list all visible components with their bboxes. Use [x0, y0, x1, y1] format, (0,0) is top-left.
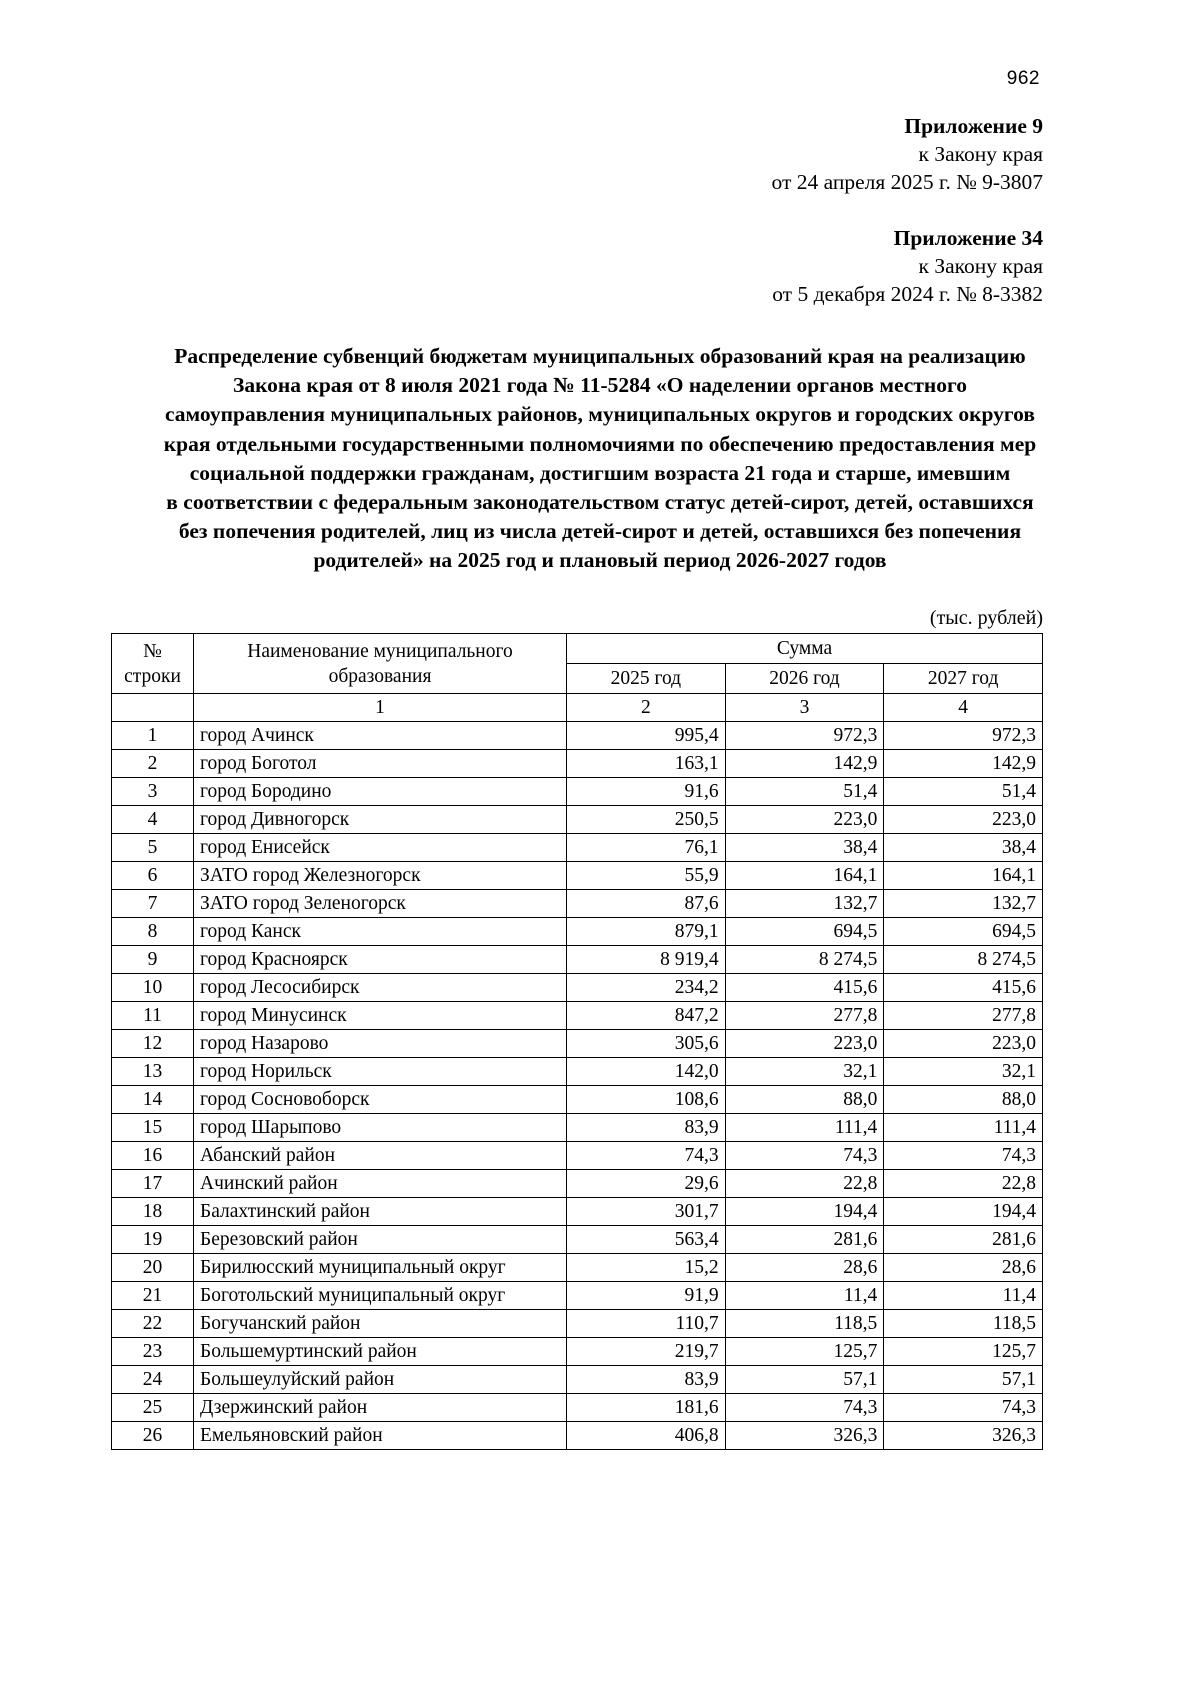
row-number-cell: 5 — [112, 834, 194, 862]
header-year-2027: 2027 год — [884, 664, 1043, 694]
amount-2026-cell: 28,6 — [725, 1254, 884, 1282]
row-number-cell: 3 — [112, 778, 194, 806]
document-title — [100, 342, 1100, 576]
amount-2025-cell: 108,6 — [567, 1086, 726, 1114]
row-number-cell: 26 — [112, 1422, 194, 1450]
amount-2027-cell: 32,1 — [884, 1058, 1043, 1086]
amount-2027-cell: 125,7 — [884, 1338, 1043, 1366]
amount-2025-cell: 29,6 — [567, 1170, 726, 1198]
subventions-table — [111, 633, 1043, 1450]
table-row — [112, 1086, 1043, 1114]
amount-2026-cell: 277,8 — [725, 1002, 884, 1030]
row-number-cell: 15 — [112, 1114, 194, 1142]
appendix-title-1: Приложение 9 — [904, 114, 1043, 138]
header-row-number — [112, 634, 194, 694]
amount-2026-cell: 125,7 — [725, 1338, 884, 1366]
row-number-cell: 1 — [112, 722, 194, 750]
table-row — [112, 1030, 1043, 1058]
row-number-cell: 20 — [112, 1254, 194, 1282]
amount-2027-cell: 11,4 — [884, 1282, 1043, 1310]
municipality-name-cell: Бирилюсский муниципальный округ — [194, 1254, 567, 1282]
row-number-cell: 14 — [112, 1086, 194, 1114]
appendix-title-2: Приложение 34 — [893, 226, 1043, 250]
amount-2026-cell: 223,0 — [725, 1030, 884, 1058]
title-line-5: социальной поддержки гражданам, достигшим возраста 21 года и старше, имевшим — [189, 460, 1011, 485]
amount-2027-cell: 74,3 — [884, 1394, 1043, 1422]
table-row — [112, 750, 1043, 778]
table-row — [112, 1198, 1043, 1226]
municipality-name-cell: ЗАТО город Зеленогорск — [194, 890, 567, 918]
amount-2026-cell: 11,4 — [725, 1282, 884, 1310]
table-row — [112, 1422, 1043, 1450]
amount-2026-cell: 694,5 — [725, 918, 884, 946]
title-line-1: Распределение субвенций бюджетам муниципальных образований края на реализацию — [174, 344, 1026, 368]
amount-2027-cell: 88,0 — [884, 1086, 1043, 1114]
table-row — [112, 806, 1043, 834]
title-line-6: в соответствии с федеральным законодательством статус детей-сирот, детей, оставшихся — [166, 490, 1034, 515]
row-number-cell: 2 — [112, 750, 194, 778]
subventions-table-wrapper — [111, 633, 1043, 1450]
table-row — [112, 1310, 1043, 1338]
amount-2027-cell: 8 274,5 — [884, 946, 1043, 974]
row-number-cell: 8 — [112, 918, 194, 946]
municipality-name-cell: Ачинский район — [194, 1170, 567, 1198]
amount-2025-cell: 55,9 — [567, 862, 726, 890]
table-row — [112, 1114, 1043, 1142]
amount-2025-cell: 563,4 — [567, 1226, 726, 1254]
amount-2027-cell: 22,8 — [884, 1170, 1043, 1198]
appendix-law-line-2a: к Закону края — [918, 254, 1043, 278]
municipality-name-cell: город Сосновоборск — [194, 1086, 567, 1114]
numbering-cell-4: 4 — [884, 694, 1043, 722]
municipality-name-cell: город Дивногорск — [194, 806, 567, 834]
amount-2025-cell: 110,7 — [567, 1310, 726, 1338]
header-row-number-line1: № — [143, 640, 162, 662]
amount-2025-cell: 91,9 — [567, 1282, 726, 1310]
table-row — [112, 1394, 1043, 1422]
appendix-reference-block-1 — [772, 112, 1043, 196]
appendix-law-line-1a: к Закону края — [918, 142, 1043, 166]
table-row — [112, 1254, 1043, 1282]
amount-2025-cell: 8 919,4 — [567, 946, 726, 974]
table-row — [112, 974, 1043, 1002]
municipality-name-cell: Емельяновский район — [194, 1422, 567, 1450]
municipality-name-cell: Большеулуйский район — [194, 1366, 567, 1394]
amount-2027-cell: 142,9 — [884, 750, 1043, 778]
amount-2026-cell: 142,9 — [725, 750, 884, 778]
row-number-cell: 7 — [112, 890, 194, 918]
header-municipality-name — [194, 634, 567, 694]
table-row — [112, 1282, 1043, 1310]
table-body — [112, 722, 1043, 1450]
title-line-3: самоуправления муниципальных районов, муниципальных округов и городских округов — [165, 402, 1035, 427]
amount-2026-cell: 51,4 — [725, 778, 884, 806]
municipality-name-cell: Боготольский муниципальный округ — [194, 1282, 567, 1310]
amount-2027-cell: 194,4 — [884, 1198, 1043, 1226]
header-sum-group: Сумма — [567, 634, 1043, 664]
amount-2027-cell: 38,4 — [884, 834, 1043, 862]
appendix-reference-block-2 — [772, 224, 1043, 308]
amount-2027-cell: 118,5 — [884, 1310, 1043, 1338]
row-number-cell: 10 — [112, 974, 194, 1002]
amount-2027-cell: 111,4 — [884, 1114, 1043, 1142]
table-header-row-main — [112, 634, 1043, 664]
amount-2025-cell: 406,8 — [567, 1422, 726, 1450]
page-number: 962 — [1006, 68, 1040, 89]
row-number-cell: 19 — [112, 1226, 194, 1254]
appendix-law-line-1b: от 24 апреля 2025 г. № 9-3807 — [771, 170, 1043, 194]
amount-2026-cell: 132,7 — [725, 890, 884, 918]
amount-2025-cell: 219,7 — [567, 1338, 726, 1366]
table-row — [112, 1142, 1043, 1170]
table-row — [112, 1002, 1043, 1030]
amount-2025-cell: 181,6 — [567, 1394, 726, 1422]
amount-2027-cell: 74,3 — [884, 1142, 1043, 1170]
amount-2025-cell: 234,2 — [567, 974, 726, 1002]
numbering-cell-1: 1 — [194, 694, 567, 722]
table-column-numbering-row — [112, 694, 1043, 722]
table-head — [112, 634, 1043, 722]
row-number-cell: 24 — [112, 1366, 194, 1394]
amount-2027-cell: 28,6 — [884, 1254, 1043, 1282]
municipality-name-cell: город Лесосибирск — [194, 974, 567, 1002]
amount-2026-cell: 164,1 — [725, 862, 884, 890]
row-number-cell: 9 — [112, 946, 194, 974]
municipality-name-cell: город Боготол — [194, 750, 567, 778]
amount-2026-cell: 8 274,5 — [725, 946, 884, 974]
title-line-4: края отдельными государственными полномочиями по обеспечению предоставления мер — [163, 431, 1037, 456]
municipality-name-cell: ЗАТО город Железногорск — [194, 862, 567, 890]
municipality-name-cell: город Минусинск — [194, 1002, 567, 1030]
municipality-name-cell: город Назарово — [194, 1030, 567, 1058]
amount-2026-cell: 415,6 — [725, 974, 884, 1002]
amount-2027-cell: 57,1 — [884, 1366, 1043, 1394]
row-number-cell: 12 — [112, 1030, 194, 1058]
table-row — [112, 1058, 1043, 1086]
amount-2026-cell: 223,0 — [725, 806, 884, 834]
header-year-2025: 2025 год — [567, 664, 726, 694]
table-row — [112, 1338, 1043, 1366]
table-row — [112, 778, 1043, 806]
amount-2026-cell: 972,3 — [725, 722, 884, 750]
amount-2026-cell: 57,1 — [725, 1366, 884, 1394]
amount-2027-cell: 326,3 — [884, 1422, 1043, 1450]
amount-2025-cell: 301,7 — [567, 1198, 726, 1226]
title-line-2: Закона края от 8 июля 2021 года № 11-5284 «О наделении органов местного — [232, 373, 968, 398]
table-row — [112, 722, 1043, 750]
amount-2027-cell: 277,8 — [884, 1002, 1043, 1030]
amount-2025-cell: 87,6 — [567, 890, 726, 918]
amount-2026-cell: 32,1 — [725, 1058, 884, 1086]
table-row — [112, 1366, 1043, 1394]
amount-2025-cell: 76,1 — [567, 834, 726, 862]
numbering-cell-3: 3 — [725, 694, 884, 722]
amount-2025-cell: 250,5 — [567, 806, 726, 834]
row-number-cell: 6 — [112, 862, 194, 890]
amount-2026-cell: 326,3 — [725, 1422, 884, 1450]
units-note: (тыс. рублей) — [929, 607, 1043, 629]
amount-2026-cell: 194,4 — [725, 1198, 884, 1226]
header-municipality-line2: образования — [328, 665, 432, 687]
municipality-name-cell: город Енисейск — [194, 834, 567, 862]
header-row-number-line2: строки — [124, 665, 181, 687]
amount-2026-cell: 281,6 — [725, 1226, 884, 1254]
row-number-cell: 22 — [112, 1310, 194, 1338]
appendix-law-line-2b: от 5 декабря 2024 г. № 8-3382 — [772, 282, 1043, 306]
amount-2027-cell: 132,7 — [884, 890, 1043, 918]
amount-2025-cell: 995,4 — [567, 722, 726, 750]
row-number-cell: 17 — [112, 1170, 194, 1198]
header-year-2026: 2026 год — [725, 664, 884, 694]
amount-2025-cell: 163,1 — [567, 750, 726, 778]
row-number-cell: 23 — [112, 1338, 194, 1366]
table-row — [112, 834, 1043, 862]
amount-2026-cell: 38,4 — [725, 834, 884, 862]
row-number-cell: 21 — [112, 1282, 194, 1310]
amount-2026-cell: 74,3 — [725, 1394, 884, 1422]
municipality-name-cell: Большемуртинский район — [194, 1338, 567, 1366]
row-number-cell: 18 — [112, 1198, 194, 1226]
municipality-name-cell: город Красноярск — [194, 946, 567, 974]
amount-2027-cell: 972,3 — [884, 722, 1043, 750]
municipality-name-cell: Богучанский район — [194, 1310, 567, 1338]
amount-2025-cell: 847,2 — [567, 1002, 726, 1030]
amount-2027-cell: 694,5 — [884, 918, 1043, 946]
municipality-name-cell: Дзержинский район — [194, 1394, 567, 1422]
table-row — [112, 862, 1043, 890]
row-number-cell: 16 — [112, 1142, 194, 1170]
amount-2027-cell: 164,1 — [884, 862, 1043, 890]
row-number-cell: 4 — [112, 806, 194, 834]
table-row — [112, 918, 1043, 946]
row-number-cell: 13 — [112, 1058, 194, 1086]
row-number-cell: 11 — [112, 1002, 194, 1030]
amount-2025-cell: 142,0 — [567, 1058, 726, 1086]
numbering-cell-0 — [112, 694, 194, 722]
amount-2026-cell: 74,3 — [725, 1142, 884, 1170]
municipality-name-cell: Березовский район — [194, 1226, 567, 1254]
amount-2025-cell: 83,9 — [567, 1114, 726, 1142]
amount-2026-cell: 111,4 — [725, 1114, 884, 1142]
table-row — [112, 1226, 1043, 1254]
amount-2026-cell: 22,8 — [725, 1170, 884, 1198]
title-line-8: родителей» на 2025 год и плановый период 2026-2027 годов — [313, 548, 887, 573]
amount-2026-cell: 88,0 — [725, 1086, 884, 1114]
amount-2027-cell: 281,6 — [884, 1226, 1043, 1254]
municipality-name-cell: Абанский район — [194, 1142, 567, 1170]
municipality-name-cell: Балахтинский район — [194, 1198, 567, 1226]
header-municipality-line1: Наименование муниципального — [247, 640, 513, 662]
table-row — [112, 946, 1043, 974]
amount-2026-cell: 118,5 — [725, 1310, 884, 1338]
amount-2027-cell: 223,0 — [884, 1030, 1043, 1058]
amount-2027-cell: 223,0 — [884, 806, 1043, 834]
table-row — [112, 1170, 1043, 1198]
title-line-7: без попечения родителей, лиц из числа детей-сирот и детей, оставшихся без попечения — [178, 519, 1022, 544]
amount-2025-cell: 305,6 — [567, 1030, 726, 1058]
municipality-name-cell: город Шарыпово — [194, 1114, 567, 1142]
amount-2025-cell: 83,9 — [567, 1366, 726, 1394]
municipality-name-cell: город Ачинск — [194, 722, 567, 750]
numbering-cell-2: 2 — [567, 694, 726, 722]
amount-2025-cell: 879,1 — [567, 918, 726, 946]
municipality-name-cell: город Канск — [194, 918, 567, 946]
amount-2025-cell: 74,3 — [567, 1142, 726, 1170]
amount-2025-cell: 91,6 — [567, 778, 726, 806]
amount-2027-cell: 51,4 — [884, 778, 1043, 806]
municipality-name-cell: город Бородино — [194, 778, 567, 806]
row-number-cell: 25 — [112, 1394, 194, 1422]
table-row — [112, 890, 1043, 918]
amount-2027-cell: 415,6 — [884, 974, 1043, 1002]
amount-2025-cell: 15,2 — [567, 1254, 726, 1282]
municipality-name-cell: город Норильск — [194, 1058, 567, 1086]
